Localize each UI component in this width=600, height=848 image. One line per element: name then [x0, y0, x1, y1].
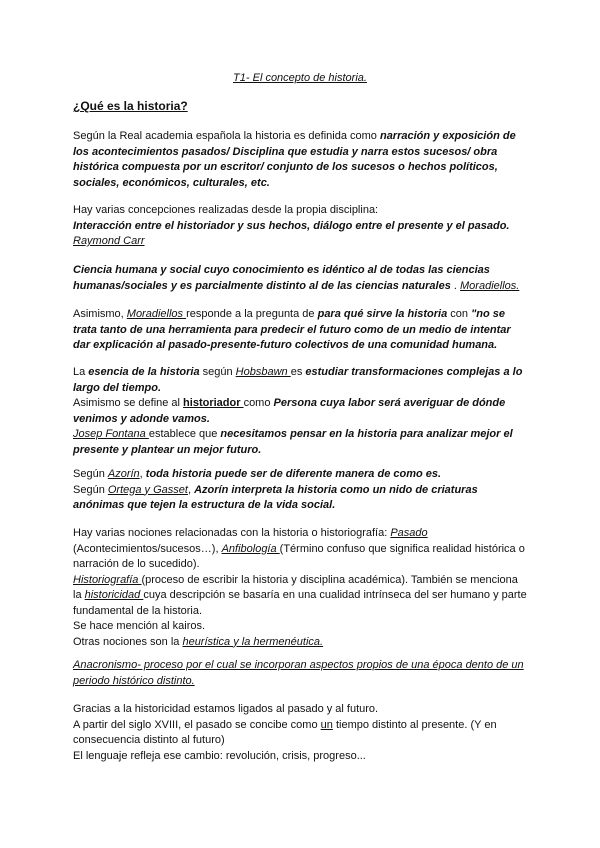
term-heuristica: heurística y la hermenéutica.: [182, 635, 324, 648]
paragraph-esencia: [73, 365, 528, 458]
text: cuya descripción se basaría en una cualidad intrínseca del ser humano y parte fundamental de la historia.: [73, 589, 527, 617]
term-anfibologia: Anfibología: [221, 542, 280, 555]
quote-azorin: toda historia puede ser de diferente manera de como es.: [145, 468, 442, 480]
quote-ortega: Azorín interpreta la historia como un nido de criaturas anónimas que tejen la estructura de la vida social.: [73, 483, 478, 511]
paragraph-azorin: [73, 467, 528, 514]
term-historiador: historiador: [183, 397, 244, 409]
author-hobsbawn: Hobsbawn: [235, 366, 291, 378]
text: ,: [139, 468, 146, 480]
author-ortega: Ortega y Gasset: [107, 483, 188, 496]
text: ,: [187, 483, 195, 496]
text: .: [450, 279, 461, 292]
text: responde a la pregunta de: [186, 308, 318, 320]
text: A partir del siglo XVIII, el pasado se concibe como: [73, 718, 321, 731]
paragraph-rae-definition: [73, 129, 528, 191]
text: La: [73, 366, 89, 378]
quote-carr: Interacción entre el historiador y sus hechos, diálogo entre el presente y el pasado.: [73, 219, 510, 232]
term-pasado: Pasado: [390, 527, 428, 539]
text: Hay varias concepciones realizadas desde la propia disciplina:: [73, 204, 379, 216]
paragraph-nociones: [73, 526, 528, 650]
document-title: T1- El concepto de historia.: [233, 72, 367, 84]
text: (proceso de escribir la historia y disciplina académica). También se menciona la: [73, 573, 518, 601]
author-moradiellos: Moradiellos.: [460, 279, 520, 292]
text: Asimismo,: [73, 308, 127, 320]
quote-hobsbawn: estudiar transformaciones complejas a lo largo del tiempo.: [73, 366, 523, 394]
text: El lenguaje refleja ese cambio: revolución, crisis, progreso...: [73, 749, 366, 762]
paragraph-para-que-sirve: [73, 307, 528, 354]
text: Según: [73, 468, 108, 480]
author-moradiellos: Moradiellos: [126, 308, 187, 320]
author-fontana: Josep Fontana: [73, 428, 149, 440]
paragraph-historicidad: [73, 702, 528, 764]
quote-text: "no se trata tanto de una herramienta para predecir el futuro como de un medio de intentar dar explicación al pasado-presente-futuro colectivos de una comunidad humana.: [73, 308, 511, 351]
text: Asimismo se define al: [73, 397, 184, 409]
text: Según: [73, 483, 108, 496]
quote-fontana: necesitamos pensar en la historia para analizar mejor el presente y plantear un mejor futuro.: [73, 428, 513, 456]
underlined-word: un: [320, 718, 333, 731]
text: es: [290, 366, 306, 378]
section-heading: ¿Qué es la historia?: [73, 99, 188, 113]
text: (Acontecimientos/sucesos…),: [73, 542, 222, 555]
text: (Término confuso que significa realidad histórica o narración de lo sucedido).: [73, 542, 525, 570]
text: establece que: [148, 428, 221, 440]
definition-text: narración y exposición de los acontecimientos pasados/ Disciplina que estudia y narra estos sucesos/ obra histórica compuesta por un escritor/ conjunto de los sucesos o hechos políticos, sociales, económicos, culturales, etc.: [73, 130, 516, 189]
text: Gracias a la historicidad estamos ligados al pasado y al futuro.: [73, 703, 379, 715]
term-anacronismo: Anacronismo- proceso por el cual se incorporan aspectos propios de una época dento de un periodo histórico distinto.: [73, 659, 524, 687]
question-text: para qué sirve la historia: [317, 308, 448, 320]
term-historicidad: historicidad: [84, 589, 144, 601]
text: Según la Real academia española la historia es definida como: [73, 130, 380, 142]
paragraph-anacronismo: [73, 658, 528, 689]
text: Hay varias nociones relacionadas con la historia o historiografía:: [73, 527, 391, 539]
text: Otras nociones son la: [73, 635, 183, 648]
text: tiempo distinto al presente. (Y en consecuencia distinto al futuro): [73, 718, 497, 746]
paragraph-concepciones: [73, 203, 528, 250]
text: según: [199, 366, 236, 378]
term-esencia: esencia de la historia: [88, 366, 200, 378]
quote-moradiellos: Ciencia humana y social cuyo conocimiento es idéntico al de todas las ciencias humanas/sociales y es parcialmente distinto al de las ciencias naturales: [73, 264, 490, 292]
definition-historiador: Persona cuya labor será averiguar de dónde venimos y adonde vamos.: [73, 397, 506, 425]
term-historiografia: Historiografía: [73, 573, 142, 586]
paragraph-moradiellos-def: [73, 263, 528, 294]
text: con: [447, 308, 472, 320]
text: como: [243, 397, 274, 409]
author-carr: Raymond Carr: [73, 235, 145, 247]
author-azorin: Azorín: [107, 468, 140, 480]
text: Se hace mención al kairos.: [73, 620, 206, 632]
